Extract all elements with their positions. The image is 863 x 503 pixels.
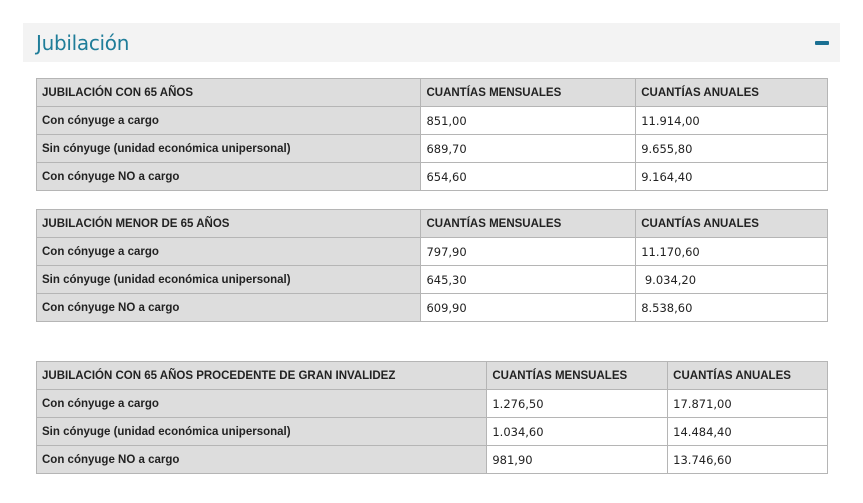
monthly-amount: 609,90 [421, 294, 636, 322]
monthly-amount: 1.276,50 [487, 390, 668, 418]
table-row [37, 390, 828, 418]
table-row [37, 163, 828, 191]
annual-amount: 14.484,40 [668, 418, 828, 446]
annual-amount: 11.170,60 [636, 238, 828, 266]
pension-table-gran-invalidez [36, 361, 828, 474]
annual-amount: 8.538,60 [636, 294, 828, 322]
column-header: CUANTÍAS MENSUALES [487, 362, 668, 390]
column-header: CUANTÍAS MENSUALES [421, 210, 636, 238]
table-row [37, 135, 828, 163]
table-row [37, 418, 828, 446]
monthly-amount: 654,60 [421, 163, 636, 191]
row-label: Con cónyuge a cargo [37, 107, 421, 135]
column-header: CUANTÍAS ANUALES [668, 362, 828, 390]
table-header-row [37, 362, 828, 390]
monthly-amount: 851,00 [421, 107, 636, 135]
annual-amount: 11.914,00 [636, 107, 828, 135]
table-row [37, 238, 828, 266]
pension-table-65 [36, 78, 828, 191]
row-label: Con cónyuge a cargo [37, 238, 421, 266]
table-header-row [37, 79, 828, 107]
table-header-row [37, 210, 828, 238]
table-row [37, 294, 828, 322]
row-label: Sin cónyuge (unidad económica unipersonal) [37, 266, 421, 294]
monthly-amount: 645,30 [421, 266, 636, 294]
monthly-amount: 797,90 [421, 238, 636, 266]
monthly-amount: 981,90 [487, 446, 668, 474]
table-row [37, 266, 828, 294]
annual-amount: 9.034,20 [636, 266, 828, 294]
row-label: Sin cónyuge (unidad económica unipersonal) [37, 135, 421, 163]
collapse-button[interactable] [814, 39, 830, 46]
table-row [37, 107, 828, 135]
column-header: CUANTÍAS MENSUALES [421, 79, 636, 107]
row-label: Sin cónyuge (unidad económica unipersonal) [37, 418, 487, 446]
column-header: JUBILACIÓN CON 65 AÑOS PROCEDENTE DE GRAN INVALIDEZ [37, 362, 487, 390]
table-row [37, 446, 828, 474]
annual-amount: 17.871,00 [668, 390, 828, 418]
row-label: Con cónyuge a cargo [37, 390, 487, 418]
annual-amount: 9.655,80 [636, 135, 828, 163]
annual-amount: 9.164,40 [636, 163, 828, 191]
monthly-amount: 689,70 [421, 135, 636, 163]
section-header[interactable] [23, 23, 840, 62]
row-label: Con cónyuge NO a cargo [37, 163, 421, 191]
row-label: Con cónyuge NO a cargo [37, 446, 487, 474]
section-title: Jubilación [36, 31, 130, 55]
row-label: Con cónyuge NO a cargo [37, 294, 421, 322]
column-header: CUANTÍAS ANUALES [636, 79, 828, 107]
column-header: JUBILACIÓN MENOR DE 65 AÑOS [37, 210, 421, 238]
annual-amount: 13.746,60 [668, 446, 828, 474]
column-header: CUANTÍAS ANUALES [636, 210, 828, 238]
monthly-amount: 1.034,60 [487, 418, 668, 446]
minus-icon [815, 41, 829, 45]
column-header: JUBILACIÓN CON 65 AÑOS [37, 79, 421, 107]
pension-table-under-65 [36, 209, 828, 322]
